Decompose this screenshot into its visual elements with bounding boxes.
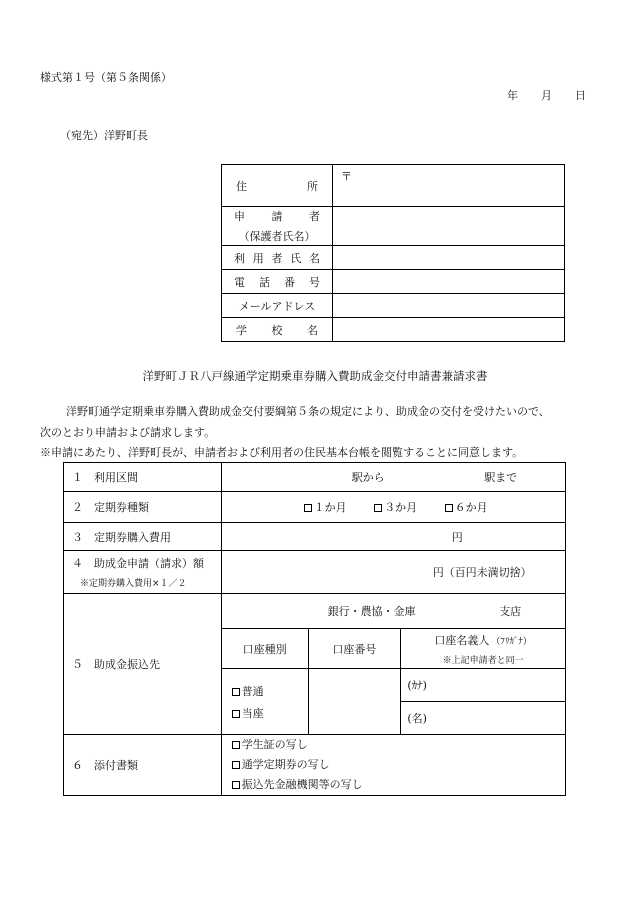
email-field[interactable] xyxy=(333,294,565,318)
form-number: 様式第１号（第５条関係） xyxy=(40,71,172,84)
consent-note: ※申請にあたり、洋野町長が、申請者および利用者の住民基本台帳を閲覧することに同意します。 xyxy=(40,446,524,459)
attachments-label: ６ 添付書類 xyxy=(64,735,222,796)
account-holder-header: 口座名義人 （ﾌﾘｶﾞﾅ） ※上記申請者と同一 xyxy=(401,629,566,669)
checkbox-icon xyxy=(232,741,240,749)
option-futsu[interactable]: 普通 xyxy=(232,683,308,699)
school-label-cell: 学 校 名 xyxy=(222,318,333,342)
route-to: 駅まで xyxy=(484,471,518,484)
cost-unit: 円 xyxy=(451,530,463,544)
address-field[interactable] xyxy=(333,165,565,207)
cost-label: ３ 定期券購入費用 xyxy=(64,523,222,551)
body-line-2: 次のとおり申請および請求します。 xyxy=(40,426,216,439)
option-3month[interactable]: ３か月 xyxy=(374,501,417,514)
account-number-field[interactable] xyxy=(308,669,401,735)
guardian-note: （保護者氏名） xyxy=(238,230,316,243)
applicant-table xyxy=(221,164,565,342)
option-6month[interactable]: ６か月 xyxy=(445,501,488,514)
account-type-header: 口座種別 xyxy=(221,629,308,669)
document-title: 洋野町ＪＲ八戸線通学定期乗車券購入費助成金交付申請書兼請求書 xyxy=(142,369,488,383)
main-table xyxy=(63,462,566,796)
subsidy-label: ４ 助成金申請（請求）額 ※定期券購入費用×１／２ xyxy=(64,551,222,594)
route-from: 駅から xyxy=(351,471,385,484)
checkbox-icon xyxy=(374,504,382,512)
checkbox-icon xyxy=(232,710,240,718)
bank-field[interactable] xyxy=(221,594,565,629)
attachment-bank-copy[interactable]: 振込先金融機関等の写し xyxy=(232,775,565,795)
attachments-options xyxy=(221,735,565,796)
applicant-name-field[interactable] xyxy=(333,207,565,246)
applicant-label-cell: 申 請 者 （保護者氏名） xyxy=(222,207,333,246)
school-field[interactable] xyxy=(333,318,565,342)
date-year: 年 xyxy=(507,89,518,102)
postal-mark: 〒 xyxy=(341,170,352,183)
account-number-header: 口座番号 xyxy=(308,629,401,669)
bank-label: 銀行・農協・金庫 xyxy=(327,605,416,618)
attachment-student-id[interactable]: 学生証の写し xyxy=(232,735,565,755)
account-type-options xyxy=(221,669,308,735)
route-field[interactable] xyxy=(221,463,565,492)
phone-field[interactable] xyxy=(333,270,565,294)
body-line-1: 洋野町通学定期乗車券購入費助成金交付要綱第５条の規定により、助成金の交付を受けたいので、 xyxy=(66,405,550,418)
branch-label: 支店 xyxy=(499,605,522,618)
pass-type-label: ２ 定期券種類 xyxy=(64,492,222,523)
address-label-cell: 住 所 xyxy=(222,165,333,207)
date-month: 月 xyxy=(541,89,552,102)
checkbox-icon xyxy=(232,688,240,696)
checkbox-icon xyxy=(445,504,453,512)
checkbox-icon xyxy=(304,504,312,512)
user-name-label-cell: 利 用 者 氏 名 xyxy=(222,246,333,270)
transfer-label: ５ 助成金振込先 xyxy=(64,594,222,735)
route-label: １ 利用区間 xyxy=(64,463,222,492)
holder-kana-field[interactable]: (ｶﾅ) xyxy=(401,669,566,702)
addressee: （宛先）洋野町長 xyxy=(60,129,148,142)
holder-name-field[interactable]: (名) xyxy=(401,702,566,735)
attachment-pass-copy[interactable]: 通学定期券の写し xyxy=(232,755,565,775)
phone-label-cell: 電 話 番 号 xyxy=(222,270,333,294)
subsidy-note: ※定期券購入費用×１／２ xyxy=(80,579,187,589)
user-name-field[interactable] xyxy=(333,246,565,270)
checkbox-icon xyxy=(232,761,240,769)
date-day: 日 xyxy=(575,89,586,102)
checkbox-icon xyxy=(232,781,240,789)
subsidy-unit: 円（百円未満切捨） xyxy=(432,566,532,579)
cost-field[interactable] xyxy=(221,523,565,551)
option-1month[interactable]: １か月 xyxy=(304,501,347,514)
option-touza[interactable]: 当座 xyxy=(232,705,308,721)
holder-note: ※上記申請者と同一 xyxy=(442,655,524,666)
email-label-cell: メールアドレス xyxy=(222,294,333,318)
subsidy-field[interactable] xyxy=(221,551,565,594)
pass-type-options xyxy=(221,492,565,523)
